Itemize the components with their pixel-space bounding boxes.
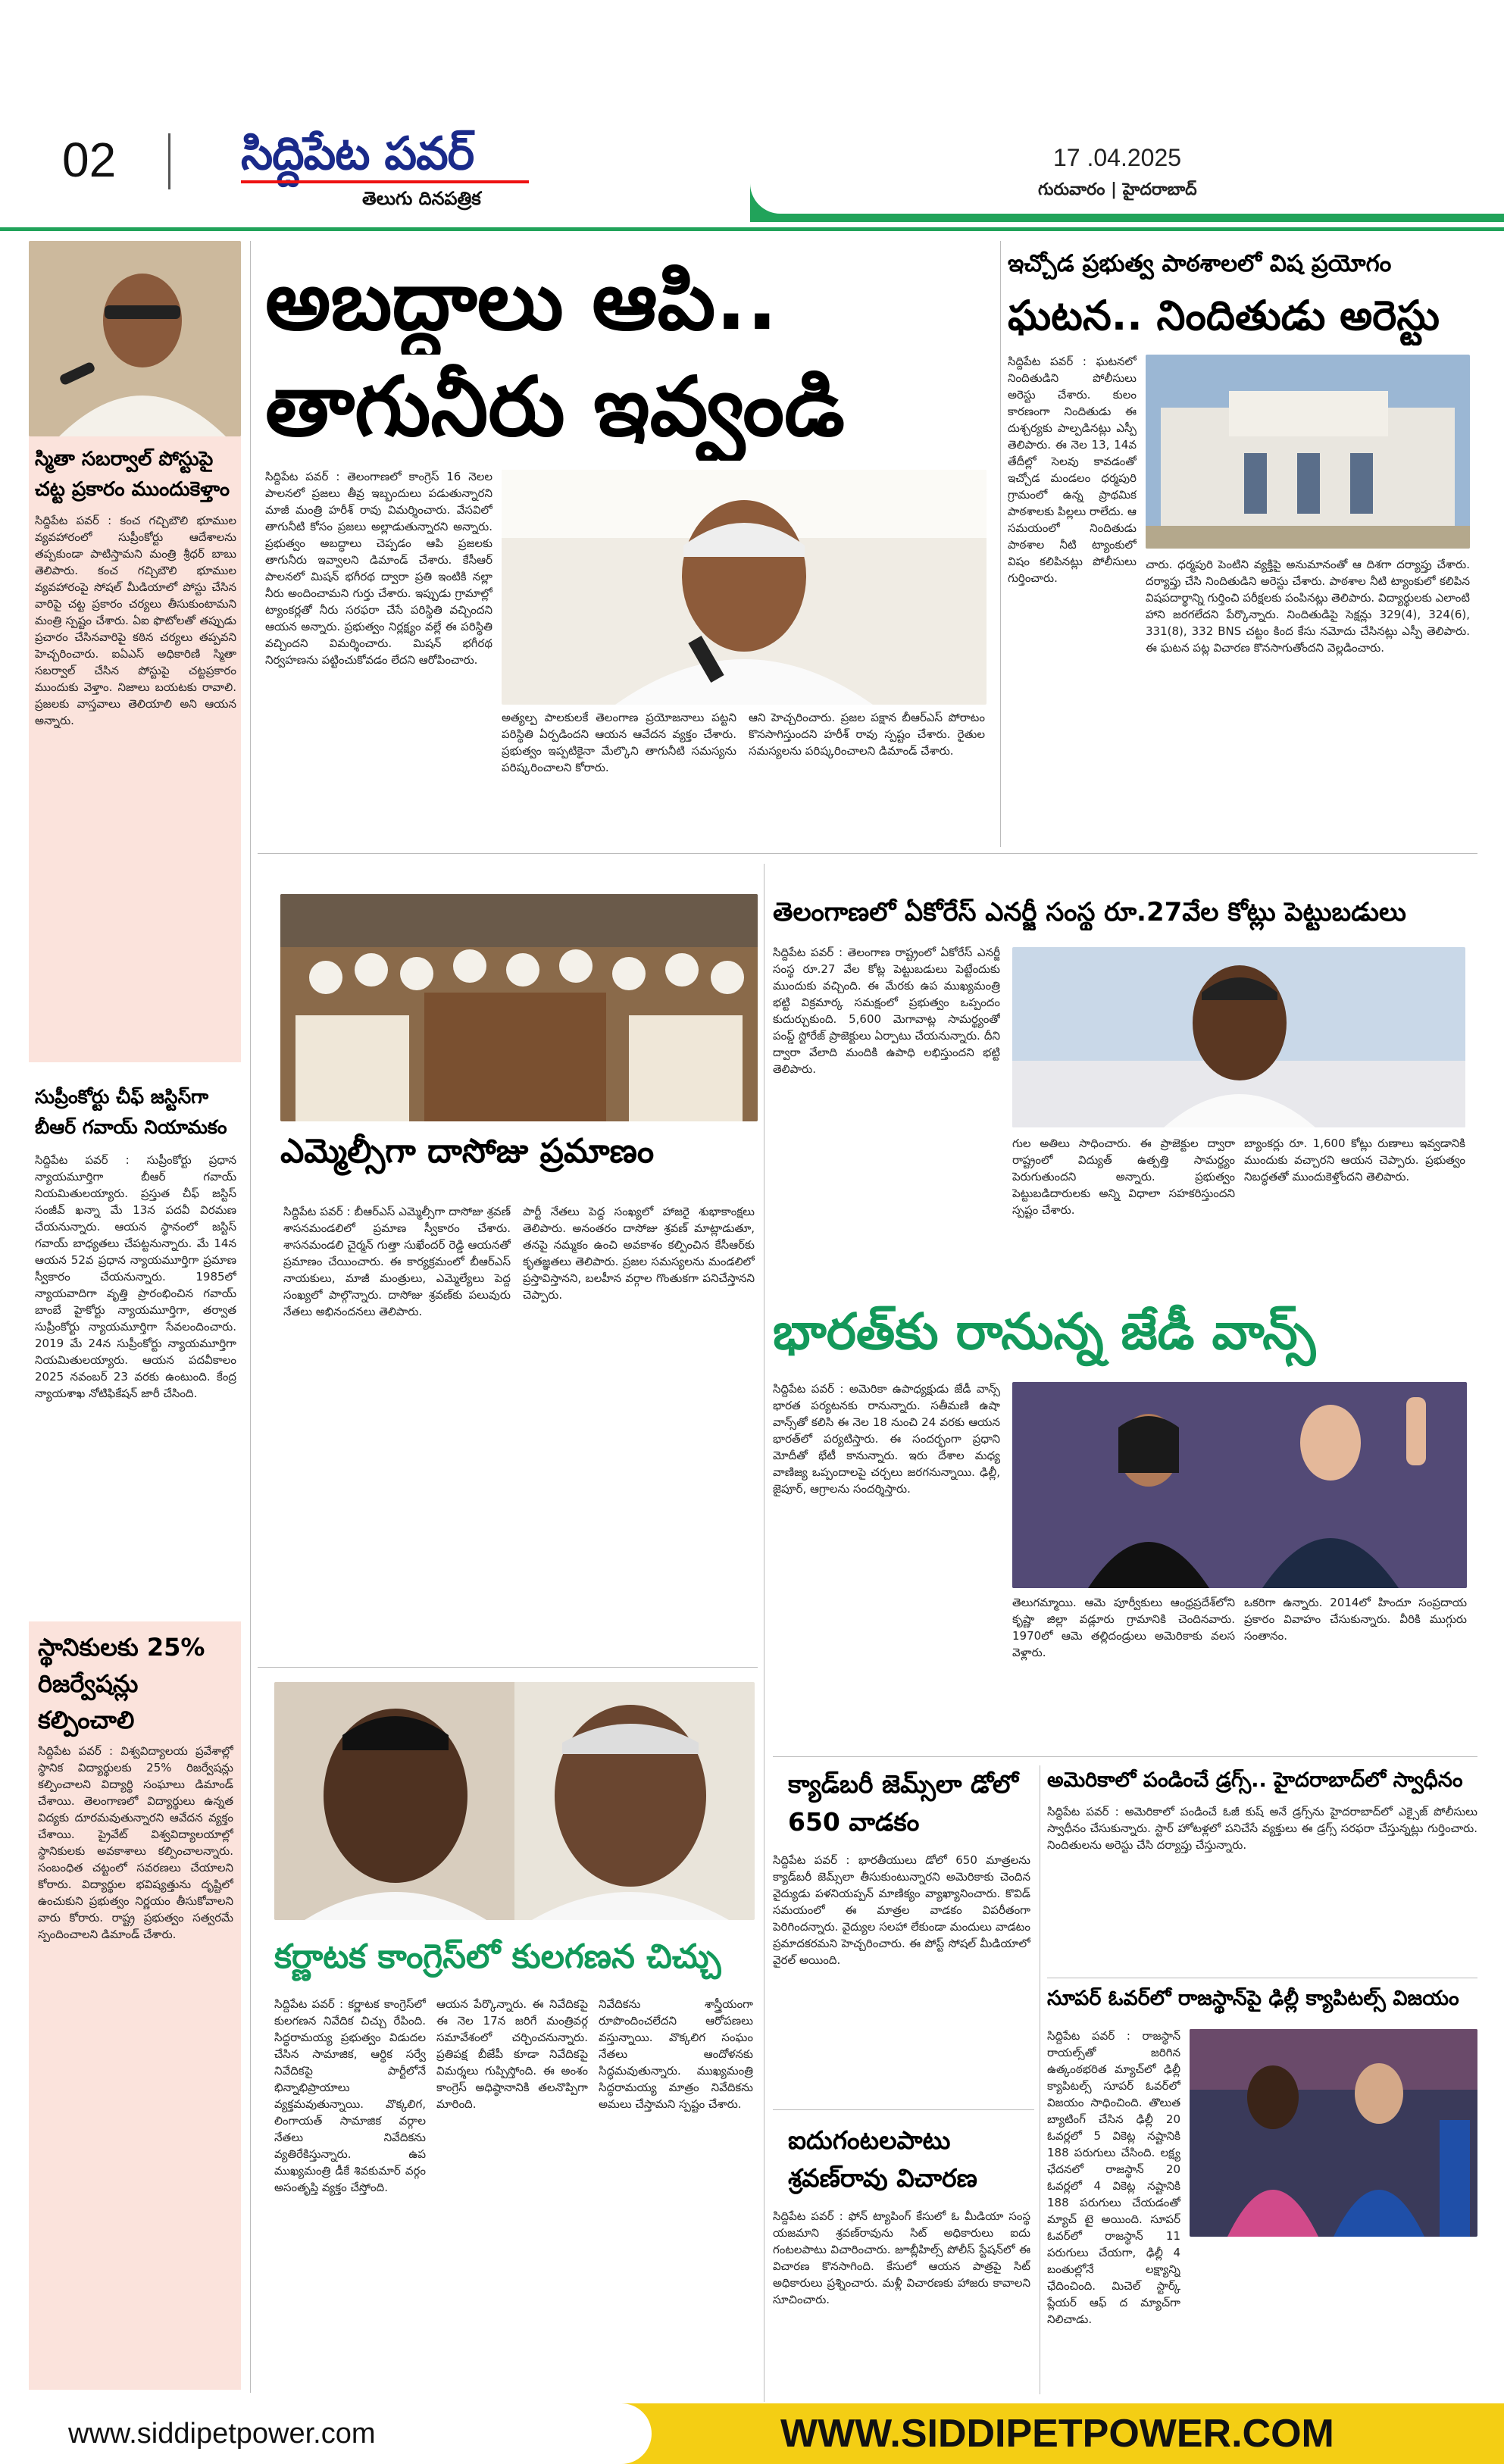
vance-body-col3: ఒకరిగా ఉన్నారు. 2014లో హిందూ సంప్రదాయ ప్రకారం వివాహం చేసుకున్నారు. వీరికి ముగ్గురు సంతానం. bbox=[1244, 1596, 1467, 1643]
karnataka-body-col3: నివేదికను శాస్త్రీయంగా రూపొందించలేదని ఆరోపణలు వస్తున్నాయి. వొక్కలిగ సంఘం నేతలు ఆందోళనకు సిద్ధమవుతున్నారు. ముఖ్యమంత్రి సిద్ధరామయ్య మాత్రం నివేదికను అమలు చేస్తామని స్పష్టం చేశారు. bbox=[599, 1997, 753, 2111]
lead-article bbox=[258, 241, 996, 847]
reservations-body: సిద్దిపేట పవర్ : విశ్వవిద్యాలయ ప్రవేశాల్లో స్థానిక విద్యార్థులకు 25% రిజర్వేషన్లు కల్పించాలని విద్యార్థి సంఘాలు డిమాండ్ చేశాయి. తెలంగాణలో విద్యార్థులు ఉన్నత విద్యకు దూరమవుతున్నారని ఆవేదన వ్యక్తం చేశాయి. ప్రైవేట్ విశ్వవిద్యాలయాల్లో స్థానికులకు అవకాశాలు కల్పించాలన్నారు. సంబంధిత చట్టంలో సవరణలు చేయాలని కోరారు. విద్యార్థుల భవిష్యత్తును దృష్టిలో ఉంచుకుని ప్రభుత్వం నిర్ణయం తీసుకోవాలని వారు కోరారు. రాష్ట్ర ప్రభుత్వం సత్వరమే స్పందించాలని డిమాండ్ చేశారు. bbox=[38, 1744, 233, 1941]
karnataka-article bbox=[274, 1920, 755, 2390]
acres-photo bbox=[1012, 947, 1465, 1127]
cadbury-body: సిద్దిపేట పవర్ : భారతీయులు డోలో 650 మాత్రలను క్యాడ్‌బరీ జెమ్స్‌లా తీసుకుంటున్నారని అమెరికాకు చెందిన వైద్యుడు పళనియప్పన్ మాణిక్యం వ్యాఖ్యానించారు. కొవిడ్ సమయంలో ఈ మాత్రల వాడకం విపరీతంగా పెరిగిందన్నారు. వైద్యుల సలహా లేకుండా మందులు వాడటం ప్రమాదకరమని హెచ్చరించారు. ఈ పోస్ట్ సోషల్ మీడియాలో వైరల్ అయింది. bbox=[773, 1853, 1030, 1967]
reservations-headline: స్థానికులకు 25% రిజర్వేషన్లు కల్పించాలి bbox=[38, 1633, 205, 1734]
acres-article bbox=[773, 894, 1477, 1288]
drugs-headline: అమెరికాలో పండించే డ్రగ్స్.. హైదరాబాద్‌లో స్వాధీనం bbox=[1047, 1768, 1463, 1792]
school-article bbox=[1008, 241, 1477, 847]
smitha-photo bbox=[29, 241, 241, 436]
footer-url-left[interactable]: www.siddipetpower.com bbox=[0, 2403, 652, 2464]
ipl-body-below bbox=[1190, 2243, 1477, 2385]
masthead-divider bbox=[168, 133, 170, 189]
harish-photo bbox=[502, 470, 987, 705]
masthead-rule bbox=[0, 227, 1504, 231]
dasoju-headline: ఎమ్మెల్సీగా దాసోజు ప్రమాణం bbox=[280, 1132, 655, 1171]
acres-headline: తెలంగాణలో ఏకోరేస్ ఎనర్జీ సంస్థ రూ.27వేల కోట్లు పెట్టుబడులు bbox=[773, 897, 1406, 927]
lead-body-col1: సిద్దిపేట పవర్ : తెలంగాణలో కాంగ్రెస్ 16 నెలల పాలనలో ప్రజలు తీవ్ర ఇబ్బందులు పడుతున్నారని మాజీ మంత్రి హరీశ్ రావు విమర్శించారు. వేసవిలో తాగునీటి కోసం ప్రజలు అల్లాడుతున్నారని అన్నారు. ప్రభుత్వం అబద్ధాలు చెప్పడం ఆపి ప్రజలకు తాగునీరు ఇవ్వాలని డిమాండ్ చేశారు. కేసీఆర్ పాలనలో మిషన్ భగీరథ ద్వారా ప్రతి ఇంటికి నల్లా నీరు అందించామని గుర్తు చేశారు. ఇప్పుడు గ్రామాల్లో ట్యాంకర్లతో నీరు సరఫరా చేసే పరిస్థితి వచ్చిందని ఆయన అన్నారు. ప్రభుత్వం నిర్లక్ష్యం వల్లే ఈ పరిస్థితి వచ్చిందని విమర్శించారు. మిషన్ భగీరథ నిర్వహణను పట్టించుకోవడం లేదని ఆరోపించారు. bbox=[265, 470, 492, 667]
lead-headline-1: అబద్ధాలు ఆపి.. bbox=[265, 254, 778, 349]
cadbury-headline: క్యాడ్‌బరీ జెమ్స్‌లా డోలో 650 వాడకం bbox=[788, 1769, 1019, 1837]
paper-name: సిద్దిపేట పవర్ bbox=[241, 127, 474, 180]
column-rule-mid bbox=[1000, 241, 1001, 847]
school-body-col2: చారు. ధర్మపురి పెంటిని వ్యక్తిపై అనుమానంతో ఆ దిశగా దర్యాప్తు చేశారు. దర్యాప్తు చేసి నిందితుడిని అరెస్టు చేశారు. పాఠశాల నీటి ట్యాంకులో కలిపిన విషపదార్థాన్ని గుర్తించి పరీక్షలకు పంపినట్లు తెలిపారు. విద్యార్థులకు ఎలాంటి హాని జరగలేదని పేర్కొన్నారు. నిందితుడిపై సెక్షన్లు 329(4), 324(6), 331(8), 332 BNS చట్టం కింద కేసు నమోదు చేసినట్లు ఎస్పీ తెలిపారు. ఈ ఘటన పట్ల విచారణ కొనసాగుతోందని వెల్లడించారు. bbox=[1146, 558, 1470, 655]
shravan-body: సిద్దిపేట పవర్ : ఫోన్ ట్యాపింగ్ కేసులో ఓ మీడియా సంస్థ యజమాని శ్రవణ్‌రావును సిట్ అధికారులు ఐదు గంటలపాటు విచారించారు. జూబ్లీహిల్స్ పోలీస్ స్టేషన్‌లో ఈ విచారణ కొనసాగింది. కేసులో ఆయన పాత్రపై సిట్ అధికారులు ప్రశ్నించారు. మళ్లీ విచారణకు హాజరు కావాలని సూచించారు. bbox=[773, 2209, 1030, 2306]
karnataka-body-col1: సిద్దిపేట పవర్ : కర్ణాటక కాంగ్రెస్‌లో కులగణన నివేదిక చిచ్చు రేపింది. సిద్ధరామయ్య ప్రభుత్వం విడుదల చేసిన సామాజిక, ఆర్థిక సర్వే నివేదికపై పార్టీలోనే భిన్నాభిప్రాయాలు వ్యక్తమవుతున్నాయి. వొక్కలిగ, లింగాయత్ సామాజిక వర్గాల నేతలు నివేదికను వ్యతిరేకిస్తున్నారు. ఉప ముఖ్యమంత్రి డీకే శివకుమార్ వర్గం అసంతృప్తి వ్యక్తం చేస్తోంది. bbox=[274, 1997, 426, 2194]
column-rule-mid-2 bbox=[764, 864, 765, 2402]
shravan-headline: ఐదుగంటలపాటు శ్రవణ్‌రావు విచారణ bbox=[788, 2125, 977, 2193]
issue-date: 17 .04.2025 bbox=[1053, 144, 1182, 171]
masthead bbox=[0, 0, 1504, 209]
footer-url-right[interactable]: WWW.SIDDIPETPOWER.COM bbox=[780, 2412, 1334, 2456]
vance-body-col2: తెలుగమ్మాయి. ఆమె పూర్వీకులు ఆంధ్రప్రదేశ్‌లోని కృష్ణా జిల్లా వడ్లూరు గ్రామానికి చెందినవారు. 1970లో ఆమె తల్లిదండ్రులు అమెరికాకు వలస వెళ్లారు. bbox=[1012, 1596, 1235, 1659]
dasoju-body-col2: పార్టీ నేతలు పెద్ద సంఖ్యలో హాజరై శుభాకాంక్షలు తెలిపారు. అనంతరం దాసోజు శ్రవణ్ మాట్లాడుతూ, తనపై నమ్మకం ఉంచి అవకాశం కల్పించిన కేసీఆర్‌కు కృతజ్ఞతలు తెలిపారు. ప్రజల సమస్యలను మండలిలో ప్రస్తావిస్తానని, బలహీన వర్గాల గొంతుకగా పనిచేస్తానని చెప్పారు. bbox=[523, 1205, 755, 1302]
karnataka-photo bbox=[274, 1682, 755, 1920]
lead-body-col3: ఆని హెచ్చరించారు. ప్రజల పక్షాన బీఆర్ఎస్ పోరాటం కొనసాగిస్తుందని హరీశ్ రావు స్పష్టం చేశారు. రైతుల సమస్యలను పరిష్కరించాలని డిమాండ్ చేశారు. bbox=[749, 711, 985, 758]
column-rule-left bbox=[250, 241, 251, 2393]
karnataka-body-col2: ఆయన పేర్కొన్నారు. ఈ నివేదికపై ఈ నెల 17న జరిగే మంత్రివర్గ సమావేశంలో చర్చించనున్నారు. ప్రతిపక్ష బీజేపీ కూడా నివేదికపై విమర్శలు గుప్పిస్తోంది. ఈ అంశం కాంగ్రెస్ అధిష్ఠానానికి తలనొప్పిగా మారింది. bbox=[436, 1997, 588, 2111]
vance-photo bbox=[1012, 1382, 1467, 1588]
smitha-headline: స్మితా సబర్వాల్ పోస్టుపై చట్ట ప్రకారం ముందుకెళ్తాం bbox=[35, 448, 230, 501]
karnataka-headline: కర్ణాటక కాంగ్రెస్‌లో కులగణన చిచ్చు bbox=[274, 1937, 721, 1976]
smitha-article bbox=[29, 436, 241, 1062]
cji-article bbox=[29, 1076, 241, 1606]
footer bbox=[0, 2403, 1504, 2464]
lead-body-col2: అత్యల్ప పాలకులకే తెలంగాణ ప్రయోజనాలు పట్టని పరిస్థితి ఏర్పడిందని ఆయన ఆవేదన వ్యక్తం చేశారు. ప్రభుత్వం ఇప్పటికైనా మేల్కొని తాగునీటి సమస్యను పరిష్కరించాలని కోరారు. bbox=[502, 711, 736, 774]
paper-underline bbox=[241, 180, 529, 183]
school-kicker: ఇచ్చోడ ప్రభుత్వ పాఠశాలలో విష ప్రయోగం bbox=[1008, 250, 1392, 277]
dasoju-photo bbox=[280, 894, 758, 1121]
tagline: తెలుగు దినపత్రిక bbox=[362, 188, 481, 209]
row-rule-3 bbox=[773, 1756, 1477, 1757]
cadbury-article bbox=[773, 1765, 1034, 2106]
issue-day-city: గురువారం | హైదరాబాద్ bbox=[1038, 180, 1197, 199]
acres-body-col2: గుల అతిలు సాధించారు. ఈ ప్రాజెక్టుల ద్వారా రాష్ట్రంలో విద్యుత్ ఉత్పత్తి సామర్థ్యం పెరుగుతుందని అన్నారు. ప్రభుత్వం పెట్టుబడిదారులకు అన్ని విధాలా సహకరిస్తుందని స్పష్టం చేశారు. bbox=[1012, 1137, 1235, 1217]
school-headline: ఘటన.. నిందితుడు అరెస్టు bbox=[1008, 292, 1440, 339]
row-rule-1 bbox=[258, 853, 1477, 854]
reservations-article bbox=[29, 1621, 241, 2390]
shravan-article bbox=[773, 2114, 1034, 2394]
ipl-headline: సూపర్ ఓవర్‌లో రాజస్థాన్‌పై ఢిల్లీ క్యాపిటల్స్ విజయం bbox=[1047, 1987, 1459, 2010]
ipl-photo bbox=[1190, 2029, 1477, 2237]
acres-body-col3: బ్యాంకర్లు రూ. 1,600 కోట్లు రుణాలు ఇవ్వడానికి ముందుకు వచ్చారని ఆయన చెప్పారు. ప్రభుత్వం నిబద్ధతతో ముందుకెళ్తోందని తెలిపారు. bbox=[1244, 1137, 1465, 1184]
school-photo bbox=[1146, 355, 1470, 549]
ipl-body: సిద్దిపేట పవర్ : రాజస్థాన్ రాయల్స్‌తో జరిగిన ఉత్కంఠభరిత మ్యాచ్‌లో ఢిల్లీ క్యాపిటల్స్ సూపర్ ఓవర్‌లో విజయం సాధించింది. తొలుత బ్యాటింగ్ చేసిన ఢిల్లీ 20 ఓవర్లలో 5 వికెట్ల నష్టానికి 188 పరుగులు చేసింది. లక్ష్య ఛేదనలో రాజస్థాన్ 20 ఓవర్లలో 4 వికెట్ల నష్టానికి 188 పరుగులు చేయడంతో మ్యాచ్ టై అయింది. సూపర్ ఓవర్‌లో రాజస్థాన్ 11 పరుగులు చేయగా, ఢిల్లీ 4 బంతుల్లోనే లక్ష్యాన్ని ఛేదించింది. మిచెల్ స్టార్క్ ప్లేయర్ ఆఫ్ ద మ్యాచ్‌గా నిలిచాడు. bbox=[1047, 2029, 1180, 2326]
drugs-body: సిద్దిపేట పవర్ : అమెరికాలో పండించే ఓజీ కుష్ అనే డ్రగ్స్‌ను హైదరాబాద్‌లో ఎక్సైజ్ పోలీసులు స్వాధీనం చేసుకున్నారు. స్టార్ హోటళ్లలో పనిచేసే వ్యక్తులు ఈ డ్రగ్స్ సరఫరా చేస్తున్నట్లు గుర్తించారు. నిందితులను అరెస్టు చేసి దర్యాప్తు చేస్తున్నారు. bbox=[1047, 1805, 1477, 1852]
vance-article bbox=[773, 1296, 1477, 1750]
dasoju-article bbox=[280, 1121, 758, 1659]
vance-body-col1: సిద్దిపేట పవర్ : అమెరికా ఉపాధ్యక్షుడు జేడీ వాన్స్ భారత పర్యటనకు రానున్నారు. సతీమణి ఉషా వాన్స్‌తో కలిసి ఈ నెల 18 నుంచి 24 వరకు ఆయన భారత్‌లో పర్యటిస్తారు. ఈ సందర్భంగా ప్రధాని మోదీతో భేటీ కానున్నారు. ఇరు దేశాల మధ్య వాణిజ్య ఒప్పందాలపై చర్చలు జరగనున్నాయి. ఢిల్లీ, జైపూర్, ఆగ్రాలను సందర్శిస్తారు. bbox=[773, 1382, 1000, 1496]
dasoju-body-col1: సిద్దిపేట పవర్ : బీఆర్ఎస్ ఎమ్మెల్సీగా దాసోజు శ్రవణ్ శాసనమండలిలో ప్రమాణ స్వీకారం చేశారు. శాసనమండలి చైర్మన్ గుత్తా సుఖేందర్ రెడ్డి ఆయనతో ప్రమాణం చేయించారు. ఈ కార్యక్రమంలో బీఆర్ఎస్ నాయకులు, మాజీ మంత్రులు, ఎమ్మెల్యేలు పెద్ద సంఖ్యలో పాల్గొన్నారు. దాసోజు శ్రవణ్‌కు పలువురు నేతలు అభినందనలు తెలిపారు. bbox=[283, 1205, 511, 1318]
row-rule-5 bbox=[773, 2109, 1034, 2110]
smitha-body: సిద్దిపేట పవర్ : కంచ గచ్చిబౌలి భూముల వ్యవహారంలో సుప్రీంకోర్టు ఆదేశాలను తప్పకుండా పాటిస్తామని మంత్రి శ్రీధర్ బాబు తెలిపారు. కంచ గచ్చిబౌలి భూముల వ్యవహారంపై సోషల్ మీడియాలో పోస్టు చేసిన వారిపై చట్ట ప్రకారం చర్యలు తీసుకుంటామని మంత్రి స్పష్టం చేశారు. ఏఐ ఫొటోలతో తప్పుడు ప్రచారం చేసినవారిపై కఠిన చర్యలు తప్పవని హెచ్చరించారు. ఐఏఎస్ అధికారిణి స్మితా సబర్వాల్ చేసిన పోస్టుపై చట్టప్రకారం ముందుకు వెళ్తాం. నిజాలు బయటకు రావాలి. ప్రజలకు వాస్తవాలు తెలియాలి అని ఆయన అన్నారు. bbox=[35, 514, 236, 727]
ipl-article bbox=[1047, 1984, 1477, 2393]
lead-headline-2: తాగునీరు ఇవ్వండి bbox=[265, 360, 845, 455]
vance-headline: భారత్‌కు రానున్న జేడీ వాన్స్ bbox=[773, 1302, 1316, 1361]
cji-headline: సుప్రీంకోర్టు చీఫ్ జస్టిస్‌గా బీఆర్ గవాయ్ నియామకం bbox=[35, 1086, 227, 1138]
page-number: 02 bbox=[62, 133, 117, 187]
cji-body: సిద్దిపేట పవర్ : సుప్రీంకోర్టు ప్రధాన న్యాయమూర్తిగా బీఆర్ గవాయ్ నియమితులయ్యారు. ప్రస్తుత చీఫ్ జస్టిస్ సంజీవ్ ఖన్నా మే 13న పదవీ విరమణ చేయనున్నారు. ఆయన స్థానంలో జస్టిస్ గవాయ్ బాధ్యతలు చేపట్టనున్నారు. మే 14న ఆయన 52వ ప్రధాన న్యాయమూర్తిగా ప్రమాణ స్వీకారం చేయనున్నారు. 1985లో న్యాయవాదిగా వృత్తి ప్రారంభించిన గవాయ్ బాంబే హైకోర్టు న్యాయమూర్తిగా, తర్వాత సుప్రీంకోర్టు న్యాయమూర్తిగా సేవలందించారు. 2019 మే 24న సుప్రీంకోర్టు న్యాయమూర్తిగా నియమితులయ్యారు. ఆయన పదవీకాలం 2025 నవంబర్ 23 వరకు ఉంటుంది. కేంద్ర న్యాయశాఖ నోటిఫికేషన్ జారీ చేసింది. bbox=[35, 1153, 236, 1400]
row-rule-2 bbox=[258, 1667, 758, 1668]
school-body-col1: సిద్దిపేట పవర్ : ఘటనలో నిందితుడిని పోలీసులు అరెస్టు చేశారు. కులం కారణంగా నిందితుడు ఈ దుశ్చర్యకు పాల్పడినట్లు ఎస్పీ తెలిపారు. ఈ నెల 13, 14వ తేదీల్లో సెలవు కావడంతో ఇచ్చోడ మండలం ధర్మపురి గ్రామంలో ఉన్న ప్రాథమిక పాఠశాలకు పిల్లలు రాలేదు. ఆ సమయంలో నిందితుడు పాఠశాల నీటి ట్యాంకులో విషం కలిపినట్లు పోలీసులు గుర్తించారు. bbox=[1008, 355, 1137, 585]
drugs-article bbox=[1047, 1765, 1477, 1993]
acres-body-col1: సిద్దిపేట పవర్ : తెలంగాణ రాష్ట్రంలో ఏకోరేస్ ఎనర్జీ సంస్థ రూ.27 వేల కోట్ల పెట్టుబడులు పెట్టేందుకు ముందుకు వచ్చింది. ఈ మేరకు ఉప ముఖ్యమంత్రి భట్టి విక్రమార్క సమక్షంలో ప్రభుత్వం ఒప్పందం కుదుర్చుకుంది. 5,600 మెగావాట్ల సామర్థ్యంతో పంప్డ్ స్టోరేజ్ ప్రాజెక్టులు ఏర్పాటు చేయనున్నారు. దీని ద్వారా వేలాది మందికి ఉపాధి లభిస్తుందని భట్టి తెలిపారు. bbox=[773, 946, 1000, 1076]
